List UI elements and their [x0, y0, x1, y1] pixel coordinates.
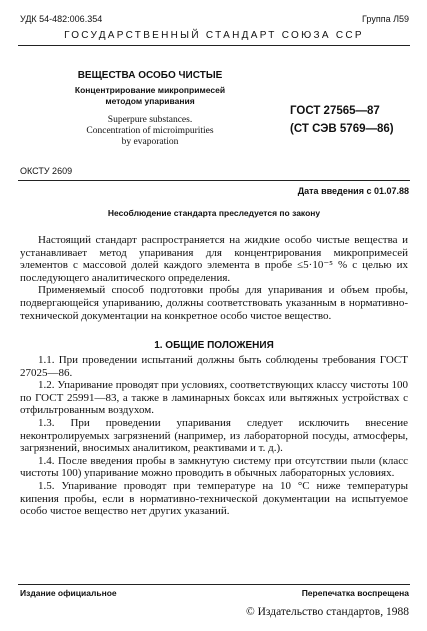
section-heading: 1. ОБЩИЕ ПОЛОЖЕНИЯ: [154, 340, 274, 351]
clause-1-5: 1.5. Упаривание проводят при температуре на 10 °С ниже температуры кипения пробы, если в нормативно-технической документации на испытуемое особо чистое вещество нет других указаний.: [20, 479, 408, 518]
body-paragraph: Настоящий стандарт распространяется на жидкие особо чистые вещества и устанавливает метод упаривания для концентрирования микропримесей элементов с массовой долей каждого элемента в пробе ≤5·10⁻⁵ % с целью их последующего аналитического определения.: [20, 234, 408, 284]
okstu-code: ОКСТУ 2609: [20, 166, 73, 176]
intro-text: [20, 234, 408, 322]
english-title-line-1: Superpure substances.: [107, 115, 193, 125]
subtitle-line-2: методом упаривания: [105, 96, 195, 106]
clause-1-1: 1.1. При проведении испытаний должны быть соблюдены требования ГОСТ 27025—86.: [20, 354, 408, 379]
clause-1-2: 1.2. Упаривание проводят при условиях, соответствующих классу чистоты 100 по ГОСТ 25991—83, а также в ламинарных боксах или вытяжных устройствах с отфильтрованным воздухом.: [20, 379, 408, 417]
okstu-divider: [18, 180, 410, 181]
official-edition-label: Издание официальное: [20, 588, 117, 598]
document-title: ВЕЩЕСТВА ОСОБО ЧИСТЫЕ: [77, 70, 223, 81]
english-title: [40, 115, 260, 148]
legal-notice: Несоблюдение стандарта преследуется по закону: [107, 208, 321, 218]
subtitle-line-1: Концентрирование микропримесей: [74, 85, 226, 95]
gost-number: ГОСТ 27565—87: [290, 105, 380, 117]
copyright-notice: © Издательство стандартов, 1988: [245, 606, 409, 618]
footer-divider: [18, 584, 410, 585]
body-paragraph: Применяемый способ подготовки пробы для упаривания и объем пробы, подвергающейся упариванию, должны соответствовать указанным в нормативно-технической документации на конкретное особо чистое вещество.: [20, 284, 408, 322]
standard-number-block: [290, 102, 394, 138]
udk-code: УДК 54-482:006.354: [20, 14, 103, 24]
st-sev-number: (СТ СЭВ 5769—86): [290, 123, 394, 135]
clause-1-4: 1.4. После введения пробы в замкнутую систему при отсутствии пыли (класс чистоты 100) упаривание можно проводить в обычных лабораторных условиях.: [20, 454, 408, 480]
reprint-prohibited-label: Перепечатка воспрещена: [301, 588, 409, 598]
title-block: [40, 70, 260, 148]
english-title-line-2: Concentration of microimpurities: [86, 126, 214, 136]
group-code: Группа Л59: [362, 14, 409, 24]
clause-1-3: 1.3. При проведении упаривания следует исключить внесение неконтролируемых загрязнений (например, из лабораторной посуды, атмосферы, загрязнений, вносимых аналитиком, реактивами и т. д.).: [20, 416, 408, 455]
section-text: [20, 354, 408, 518]
english-title-line-3: by evaporation: [121, 137, 179, 147]
state-standard-banner: ГОСУДАРСТВЕННЫЙ СТАНДАРТ СОЮЗА ССР: [64, 30, 364, 41]
header-divider: [18, 45, 410, 46]
introduction-date: Дата введения с 01.07.88: [297, 186, 409, 196]
